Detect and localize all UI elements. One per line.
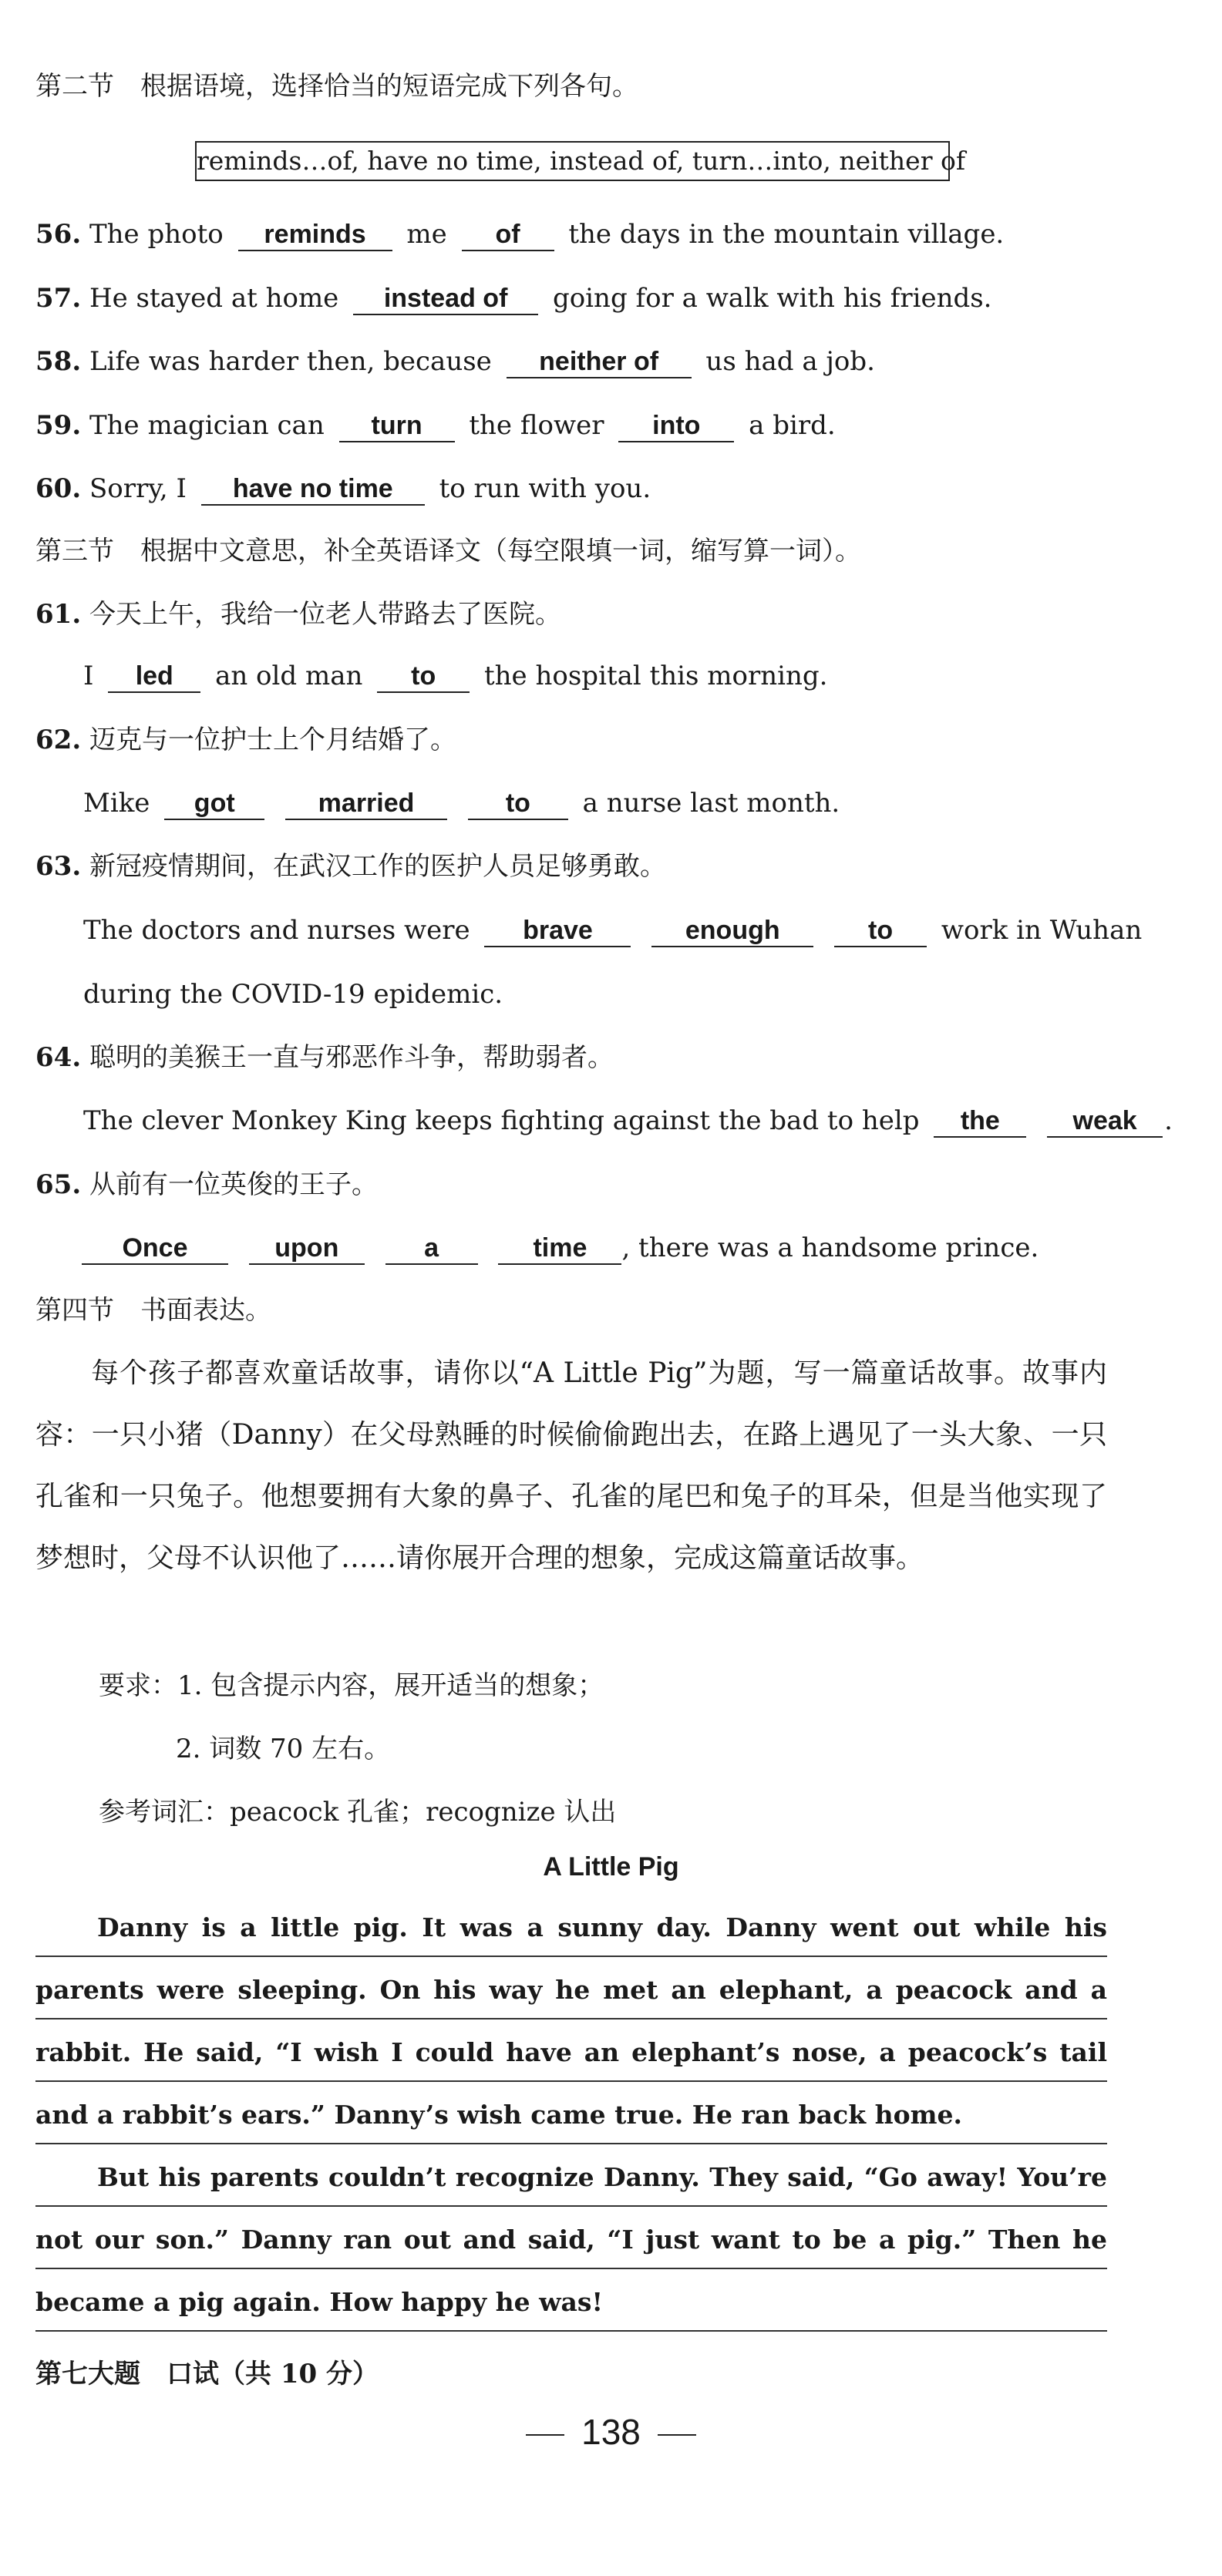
question-text: , there was a handsome prince. (621, 1233, 1039, 1263)
answer-blank: to (377, 661, 470, 693)
answer-blank: got (164, 788, 264, 820)
answer-blank: time (498, 1233, 621, 1265)
section4-heading: 第四节 书面表达。 (35, 1295, 271, 1326)
question-63-english (83, 913, 1142, 947)
question-number: 58. (35, 346, 82, 377)
dash-right (658, 2434, 696, 2436)
question-number: 64. (35, 1042, 82, 1073)
question-59 (35, 409, 836, 442)
answer-blank: reminds (238, 219, 392, 251)
question-65-chinese (35, 1168, 378, 1202)
essay-title: A Little Pig (543, 1852, 679, 1882)
answer-blank: married (285, 788, 447, 820)
answer-blank: turn (339, 410, 455, 442)
question-text: the flower (469, 410, 604, 441)
question-64-english (83, 1104, 1173, 1138)
question-number: 60. (35, 473, 82, 504)
question-57 (35, 281, 992, 315)
answer-blank: led (108, 661, 200, 693)
answer-blank: to (468, 788, 568, 820)
question-64-chinese (35, 1041, 614, 1074)
writing-prompt: 每个孩子都喜欢童话故事，请你以“A Little Pig”为题，写一篇童话故事。故事内容：一只小猪（Danny）在父母熟睡的时候偷偷跑出去，在路上遇见了一头大象、一只孔雀和一只兔子。他想要拥有大象的鼻子、孔雀的尾巴和兔子的耳朵，但是当他实现了梦想时，父母不认识他了……请你展开合理的想象，完成这篇童话故事。 (35, 1357, 1107, 1574)
answer-blank: neither of (507, 346, 692, 378)
answer-blank: of (462, 219, 554, 251)
essay-paragraph: Danny is a little pig. It was a sunny day. Danny went out while his parents were sleeping. On his way he met an elephant, a peacock and a rabbit. He said, “I wish I could have an elephant’s nose, a peacock’s tail and a rabbit’s ears.” Danny’s wish came true. He ran back home. (35, 1896, 1107, 2146)
question-text: Sorry, I (89, 473, 187, 504)
answer-blank: brave (484, 915, 631, 947)
question-text: He stayed at home (89, 283, 339, 314)
chinese-prompt: 聪明的美猴王一直与邪恶作斗争，帮助弱者。 (89, 1042, 614, 1073)
question-text: us had a job. (705, 346, 875, 377)
section3-heading: 第三节 根据中文意思，补全英语译文（每空限填一词，缩写算一词）。 (35, 536, 861, 567)
answer-blank: the (934, 1105, 1026, 1138)
question-text: me (406, 219, 447, 250)
dash-left (526, 2434, 564, 2436)
question-number: 63. (35, 851, 82, 882)
question-text: the days in the mountain village. (568, 219, 1005, 250)
question-65-english (76, 1231, 1039, 1265)
essay-paragraph: But his parents couldn’t recognize Danny. They said, “Go away! You’re not our son.” Danny ran out and said, “I just want to be a pig.” Then he became a pig again. How happy he was! (35, 2146, 1107, 2333)
question-63-chinese (35, 849, 666, 883)
requirement-1: 要求：1. 包含提示内容，展开适当的想象； (99, 1670, 604, 1701)
essay-answer (35, 1896, 1107, 2333)
question-56 (35, 217, 1004, 251)
question-number: 56. (35, 219, 82, 250)
question-text: Mike (83, 788, 150, 819)
question-text: The doctors and nurses were (83, 915, 470, 946)
question-number: 57. (35, 283, 82, 314)
question-60 (35, 472, 651, 506)
question-text: to run with you. (439, 473, 651, 504)
vocab-hint: 参考词汇：peacock 孔雀；recognize 认出 (99, 1797, 617, 1828)
question-number: 61. (35, 599, 82, 630)
question-text: work in Wuhan (941, 915, 1143, 946)
chinese-prompt: 从前有一位英俊的王子。 (89, 1169, 378, 1200)
chinese-prompt: 迈克与一位护士上个月结婚了。 (89, 725, 456, 755)
section2-heading: 第二节 根据语境，选择恰当的短语完成下列各句。 (35, 71, 638, 102)
question-text: The clever Monkey King keeps fighting against the bad to help (83, 1105, 920, 1136)
question-number: 59. (35, 410, 82, 441)
requirement-2: 2. 词数 70 左右。 (176, 1734, 391, 1764)
answer-blank: weak (1047, 1105, 1163, 1138)
question-text: the hospital this morning. (484, 661, 828, 691)
question-63-line2: during the COVID-19 epidemic. (83, 979, 503, 1010)
answer-blank: into (618, 410, 734, 442)
chinese-prompt: 新冠疫情期间，在武汉工作的医护人员足够勇敢。 (89, 851, 666, 882)
question-58 (35, 345, 875, 378)
question-text: a nurse last month. (582, 788, 840, 819)
page-number (0, 2409, 1222, 2455)
question-number: 65. (35, 1169, 82, 1200)
question-text: . (1164, 1105, 1173, 1136)
question-text: an old man (215, 661, 363, 691)
question-61-chinese (35, 597, 561, 631)
question-text: I (83, 661, 94, 691)
question-text: Life was harder then, because (89, 346, 492, 377)
phrase-box: reminds…of, have no time, instead of, turn…into, neither of (195, 141, 950, 181)
question-62-chinese (35, 723, 456, 757)
question-61-english (83, 659, 827, 693)
page-number-text: 138 (581, 2412, 641, 2452)
answer-blank: to (834, 915, 927, 947)
question-number: 62. (35, 725, 82, 755)
answer-blank: have no time (201, 473, 425, 506)
answer-blank: Once (82, 1233, 228, 1265)
question-62-english (83, 786, 840, 820)
question-text: going for a walk with his friends. (552, 283, 992, 314)
answer-blank: instead of (353, 283, 538, 315)
answer-blank: upon (249, 1233, 365, 1265)
question-text: The magician can (89, 410, 325, 441)
answer-blank: enough (651, 915, 813, 947)
question-text: a bird. (749, 410, 836, 441)
section7-heading: 第七大题 口试（共 10 分） (35, 2359, 379, 2389)
question-text: The photo (89, 219, 224, 250)
chinese-prompt: 今天上午，我给一位老人带路去了医院。 (89, 599, 561, 630)
answer-blank: a (385, 1233, 478, 1265)
